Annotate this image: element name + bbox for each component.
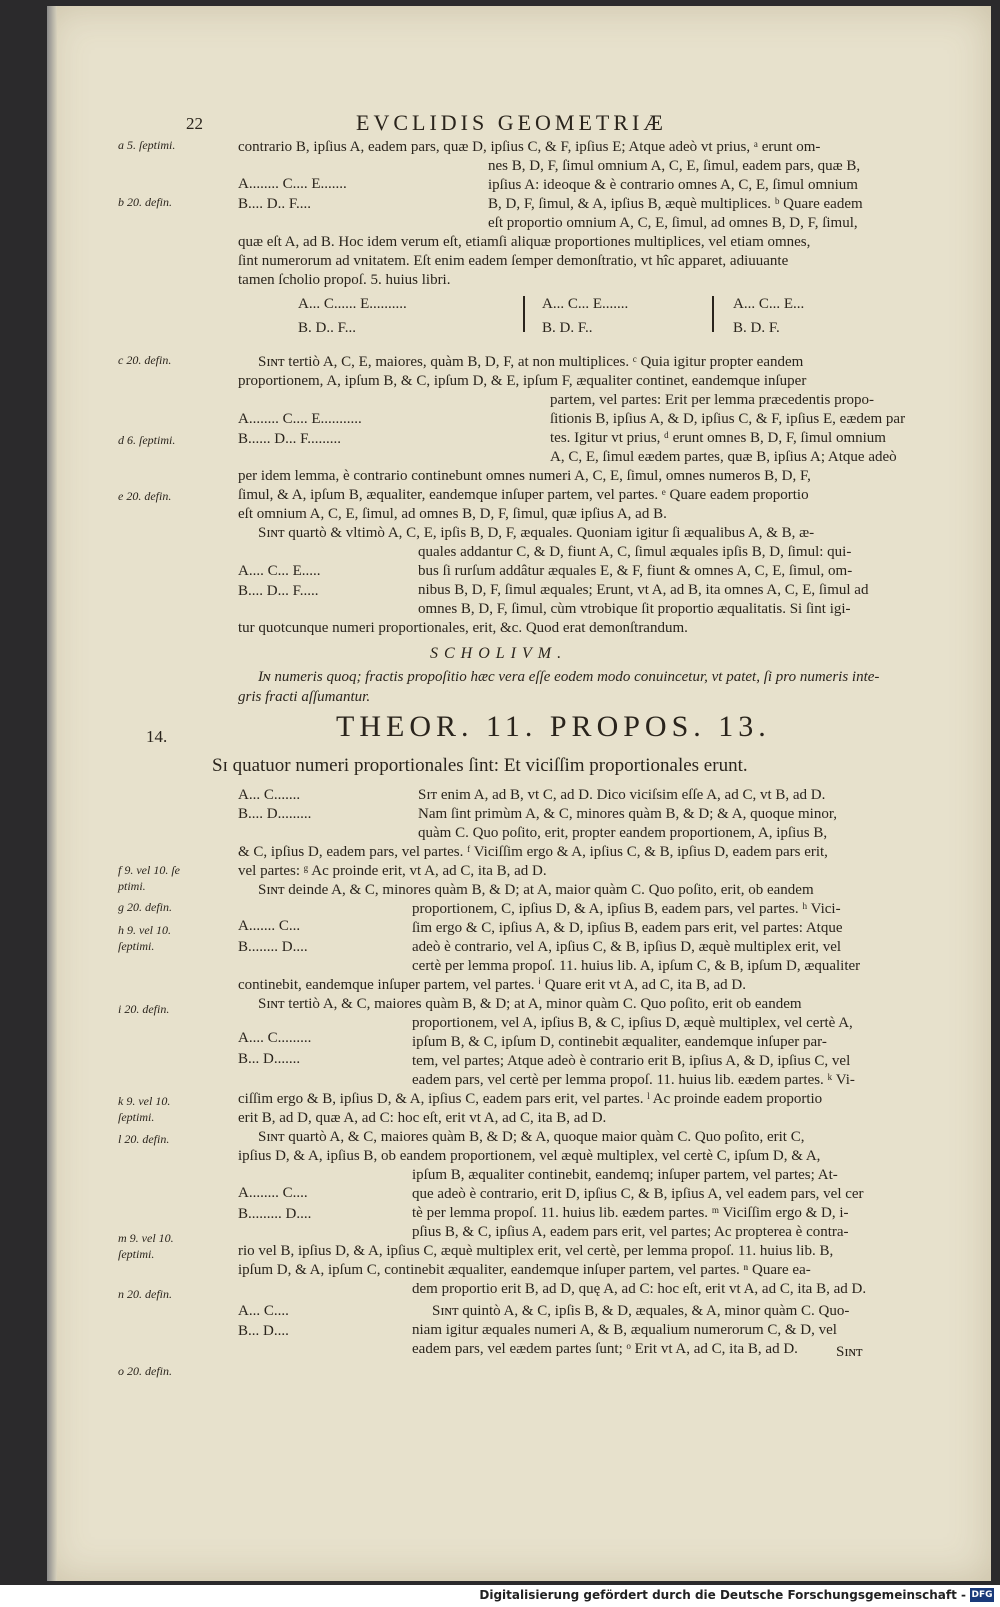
number-diagram: B.... D... F..... (238, 583, 319, 599)
margin-note: i 20. defin. (118, 1002, 170, 1016)
margin-note: n 20. defin. (118, 1287, 172, 1301)
text-line: adeò è contrario, vel A, ipſius C, & B, ipſius D, æquè multiplex erit, vel (412, 939, 842, 955)
number-diagram: B.... D......... (238, 806, 312, 822)
margin-note: o 20. defin. (118, 1364, 172, 1378)
margin-note: c 20. defin. (118, 353, 172, 367)
text-line: eſt proportio omnium A, C, E, ſimul, ad omnes B, D, F, ſimul, (488, 215, 858, 231)
text-line: que adeò è contrario, erit D, ipſius C, & B, ipſius A, vel eadem pars, vel cer (412, 1186, 864, 1202)
text-line: & C, ipſius D, eadem pars, vel partes. ᶠ Viciſſim ergo & A, ipſius C, & B, ipſius D, eadem pars erit, (238, 844, 828, 860)
text-line: ſimul, & A, ipſum B, æqualiter, eandemque inſuper partem, vel partes. ᵉ Quare eadem proportio (238, 487, 809, 503)
text-line: partem, vel partes: Erit per lemma præcedentis propo- (550, 392, 875, 408)
text-line: tè per lemma propoſ. 11. huius lib. eædem partes. ᵐ Viciſſim ergo & D, i- (412, 1205, 849, 1221)
text-line: quàm C. Quo poſito, erit, propter eandem proportionem, A, ipſius B, (418, 825, 828, 841)
text-line: Nam ſint primùm A, & C, minores quàm B, & D; & A, quoque minor, (418, 806, 837, 822)
scholium-text: Iɴ numeris quoq; fractis propoſitio hæc vera eſſe eodem modo conuincetur, vt patet, ſi pro numeris inte- (258, 669, 880, 685)
text-line: proportionem, vel A, ipſius B, & C, ipſius D, æquè multiplex, vel certè A, (412, 1015, 853, 1031)
digitization-footer (0, 1585, 1000, 1607)
proposition-number: 14. (146, 727, 168, 746)
margin-note: f 9. vel 10. ſe ptimi. (118, 863, 180, 893)
text-line: vel partes: ᵍ Ac proinde erit, vt A, ad C, ita B, ad D. (238, 863, 547, 879)
text-line: continebit, eandemque inſuper partem, vel partes. ⁱ Quare erit vt A, ad C, ita B, ad D. (238, 977, 746, 993)
text-line: ipſius D, & A, ipſius B, ob eandem proportionem, vel æquè multiplex, vel certè C, ipſum D, & A, (238, 1148, 821, 1164)
column-separator (523, 296, 525, 332)
number-diagram: A........ C.... E........... (238, 411, 362, 427)
text-line: Sɪɴᴛ quartò & vltimò A, C, E, ipſis B, D, F, æquales. Quoniam igitur ſi æqualibus A, & B, æ- (258, 525, 815, 541)
page-gutter (47, 6, 57, 1581)
text-line: eadem pars, vel certè per lemma propoſ. 11. huius lib. eædem partes. ᵏ Vi- (412, 1072, 855, 1088)
text-line: B, D, F, ſimul, & A, ipſius B, æquè multiplices. ᵇ Quare eadem (488, 196, 863, 212)
margin-note: g 20. defin. (118, 900, 172, 914)
text-line: eſt omnium A, C, E, ſimul, ad omnes B, D, F, ſimul, quæ ipſius A, ad B. (238, 506, 667, 522)
text-line: niam igitur æquales numeri A, & B, æqualium numerorum C, & D, vel (412, 1322, 837, 1338)
theorem-title: THEOR. 11. PROPOS. 13. (336, 710, 771, 743)
number-diagram: B. D.. F... (298, 320, 356, 336)
margin-note: d 6. ſeptimi. (118, 433, 176, 447)
number-diagram: A... C....... (238, 787, 301, 803)
text-line: eadem pars, vel eædem partes ſunt; ᵒ Erit vt A, ad C, ita B, ad D. (412, 1341, 798, 1357)
scholium-text: gris fracti aſſumantur. (238, 689, 371, 705)
scholium-title: SCHOLIVM. (430, 645, 568, 662)
text-line: tamen ſcholio propoſ. 5. huius libri. (238, 272, 451, 288)
running-title: EVCLIDIS GEOMETRIÆ (356, 110, 667, 135)
margin-note: h 9. vel 10. ſeptimi. (118, 923, 171, 953)
text-line: Sɪɴᴛ tertiò A, & C, maiores quàm B, & D; at A, minor quàm C. Quo poſito, erit ob eandem (258, 996, 802, 1012)
number-diagram: A... C... E....... (542, 296, 629, 312)
text-line: bus ſi rurſum addâtur æquales E, & F, fiunt & omnes A, C, E, ſimul, om- (418, 563, 853, 579)
text-line: ipſius A: ideoque & è contrario omnes A, C, E, ſimul omnium (488, 177, 858, 193)
number-diagram: A.... C... E..... (238, 563, 321, 579)
footer-credit: Digitalisierung gefördert durch die Deutsche Forschungsgemeinschaft - (479, 1588, 966, 1602)
text-line: quæ eſt A, ad B. Hoc idem verum eſt, etiamſi aliquæ proportiones multiplices, vel etiam omnes, (238, 234, 811, 250)
number-diagram: B...... D... F......... (238, 431, 341, 447)
text-line: proportionem, A, ipſum B, & C, ipſum D, & E, ipſum F, æqualiter continet, eandemque inſuper (238, 373, 807, 389)
text-line: nes B, D, F, ſimul omnium A, C, E, ſimul, eadem pars, quæ B, (488, 158, 861, 174)
text-line: ciſſim ergo & B, ipſius D, & A, ipſius C, eadem pars erit, vel partes. ˡ Ac proinde eadem proportio (238, 1091, 823, 1107)
margin-note: k 9. vel 10. ſeptimi. (118, 1094, 171, 1124)
text-line: A, C, E, ſimul eædem partes, quæ B, ipſius A; Atque adeò (550, 449, 897, 465)
text-line: proportionem, C, ipſius D, & A, ipſius B, eadem pars, vel partes. ʰ Vici- (412, 901, 841, 917)
number-diagram: B. D. F. (733, 320, 780, 336)
text-line: Sɪɴᴛ quintò A, & C, ipſis B, & D, æquales, & A, minor quàm C. Quo- (432, 1303, 850, 1319)
text-line: Sɪɴᴛ quartò A, & C, maiores quàm B, & D; & A, quoque maior quàm C. Quo poſito, erit C, (258, 1129, 805, 1145)
text-line: tes. Igitur vt prius, ᵈ erunt omnes B, D, F, ſimul omnium (550, 430, 886, 446)
text-line: Sɪɴᴛ deinde A, & C, minores quàm B, & D; at A, maior quàm C. Quo poſito, erit, ob eandem (258, 882, 814, 898)
number-diagram: B... D....... (238, 1051, 301, 1067)
text-line: ſint numerorum ad vnitatem. Eſt enim eadem ſemper demonſtratio, vt hîc apparet, adiuuante (238, 253, 789, 269)
number-diagram: A... C.... (238, 1303, 289, 1319)
text-line: Sɪᴛ enim A, ad B, vt C, ad D. Dico viciſsim eſſe A, ad C, vt B, ad D. (418, 787, 826, 803)
margin-note: l 20. defin. (118, 1132, 170, 1146)
number-diagram: B. D. F.. (542, 320, 593, 336)
text-line: ipſum D, & A, ipſum C, continebit æqualiter, eandemque inſuper partem, vel partes. ⁿ Quare ea- (238, 1262, 811, 1278)
number-diagram: A....... C... (238, 918, 301, 934)
text-line: rio vel B, ipſius D, & A, ipſius C, æquè multiplex erit, vel certè, per lemma propoſ. 11. huius lib. B, (238, 1243, 834, 1259)
text-line: omnes B, D, F, ſimul, cùm vtrobique ſit proportio æqualitatis. Si ſint igi- (418, 601, 851, 617)
theorem-statement: Sɪ quatuor numeri proportionales ſint: Et viciſſim proportionales erunt. (212, 755, 748, 776)
margin-note: b 20. defin. (118, 195, 172, 209)
number-diagram: B......... D.... (238, 1206, 312, 1222)
number-diagram: A........ C.... (238, 1185, 308, 1201)
number-diagram: B........ D.... (238, 939, 308, 955)
text-line: dem proportio erit B, ad D, quę A, ad C: hoc eſt, erit vt A, ad C, ita B, ad D. (412, 1281, 867, 1297)
text-line: erit B, ad D, quæ A, ad C: hoc eſt, erit vt A, ad C, ita B, ad D. (238, 1110, 607, 1126)
margin-note: a 5. ſeptimi. (118, 138, 176, 152)
text-line: ipſum B, æqualiter continebit, eandemq; inſuper partem, vel partes; At- (412, 1167, 838, 1183)
number-diagram: A... C...... E.......... (298, 296, 407, 312)
number-diagram: B... D.... (238, 1323, 289, 1339)
number-diagram: A... C... E... (733, 296, 805, 312)
text-line: Sɪɴᴛ tertiò A, C, E, maiores, quàm B, D, F, at non multiplices. ᶜ Quia igitur propter eandem (258, 354, 804, 370)
number-diagram: A........ C.... E....... (238, 176, 347, 192)
text-line: ipſum B, & C, ipſum D, continebit æqualiter, eandemque inſuper par- (412, 1034, 827, 1050)
catchword: Sɪɴᴛ (836, 1344, 863, 1360)
column-separator (712, 296, 714, 332)
text-line: contrario B, ipſius A, eadem pars, quæ D, ipſius C, & F, ipſius E; Atque adeò vt prius, ᵃ erunt om- (238, 139, 821, 155)
text-line: per idem lemma, è contrario continebunt omnes numeri A, C, E, ſimul, omnes numeros B, D, F, (238, 468, 811, 484)
text-line: ſim ergo & C, ipſius A, & D, ipſius B, eadem pars erit, vel partes: Atque (412, 920, 843, 936)
number-diagram: A.... C......... (238, 1030, 312, 1046)
margin-note: e 20. defin. (118, 489, 172, 503)
text-line: quales addantur C, & D, fiunt A, C, ſimul æquales ipſis B, D, ſimul: qui- (418, 544, 852, 560)
text-line: tem, vel partes; Atque adeò è contrario erit B, ipſius A, & D, ipſius C, vel (412, 1053, 851, 1069)
dfg-logo-icon[interactable]: DFG (971, 1590, 993, 1600)
text-line: tur quotcunque numeri proportionales, erit, &c. Quod erat demonſtrandum. (238, 620, 688, 636)
text-line: certè per lemma propoſ. 11. huius lib. A, ipſum C, & B, ipſum D, æqualiter (412, 958, 861, 974)
text-line: nibus B, D, F, ſimul æquales; Erunt, vt A, ad B, ita omnes A, C, E, ſimul ad (418, 582, 869, 598)
text-line: ſitionis B, ipſius A, & D, ipſius C, & F, ipſius E, eædem par (550, 411, 906, 427)
page-number: 22 (186, 114, 203, 133)
margin-note: m 9. vel 10. ſeptimi. (118, 1231, 174, 1261)
number-diagram: B.... D.. F.... (238, 196, 311, 212)
text-line: pſius B, & C, ipſius A, eadem pars erit, vel partes; Ac propterea è contra- (412, 1224, 849, 1240)
